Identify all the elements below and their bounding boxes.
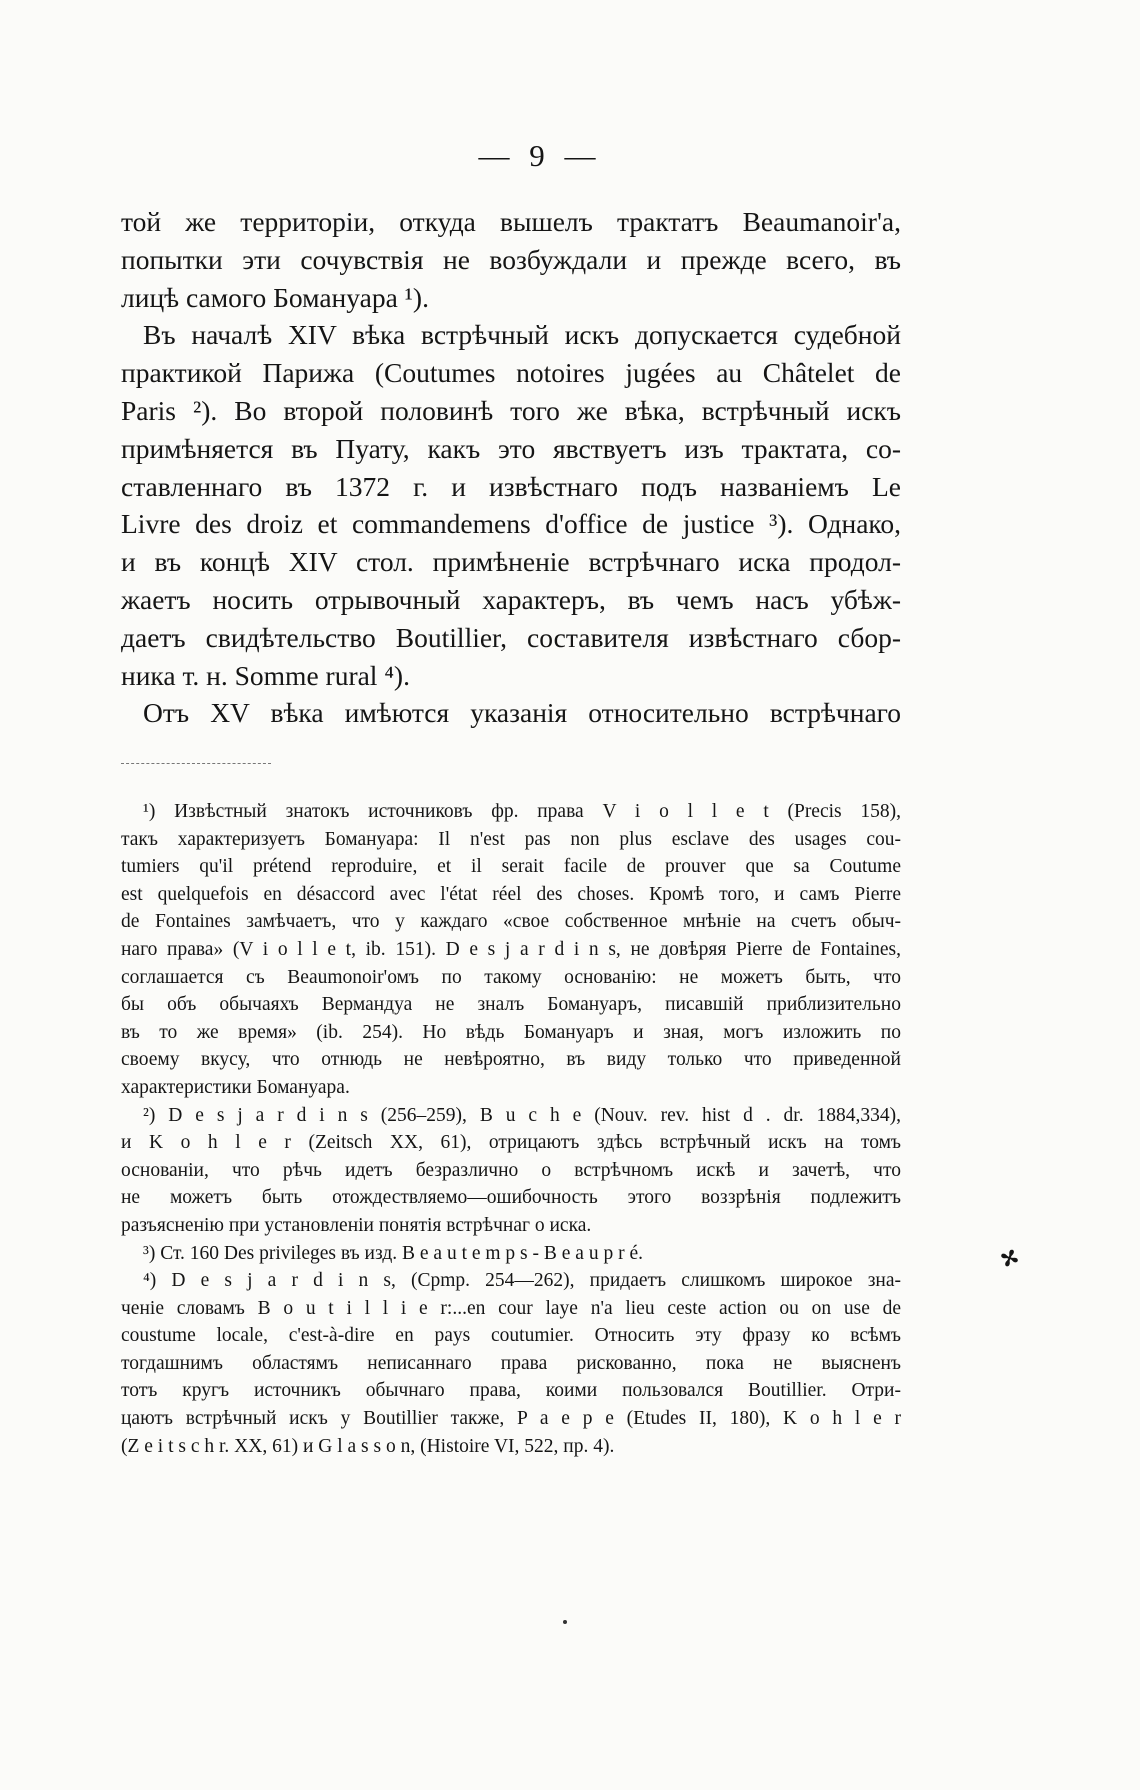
footnote-line: разъясненію при установленіи понятія встрѣчнаг о иска. [121,1214,592,1236]
body-line: Въ началѣ XIV вѣка встрѣчный искъ допускается судебной [143,319,901,351]
footnote-line: ³) Ст. 160 Des privileges въ изд. B e a u t e m p s - B e a u p r é. [143,1242,643,1264]
footnote-line: (Z e i t s c h r. XX, 61) и G l a s s o n, (Histoire VI, 522, пр. 4). [121,1435,615,1457]
body-line: Paris ²). Во второй половинѣ того же вѣка, встрѣчный искъ [121,394,901,426]
footnote-line: тогдашнимъ областямъ неписаннаго права рискованно, пока не выясненъ [121,1352,901,1374]
footnote-line: и K o h l e r (Zeitsch XX, 61), отрицаютъ здѣсь встрѣчный искъ на томъ [121,1132,901,1154]
footnote-line: цаютъ встрѣчный искъ у Boutillier также, P a e p e (Etudes II, 180), K o h l e r [121,1408,901,1430]
footnote-line: ²) D e s j a r d i n s (256–259), B u c h e (Nouv. rev. hist d . dr. 1884,334), [143,1104,901,1126]
footnote-line: тотъ кругъ источникъ обычнаго права, коими пользовался Boutillier. Отри- [121,1380,901,1402]
page-number: — 9 — [478,138,602,173]
footnote-line: бы объ обычаяхъ Вермандуа не зналъ Бомануаръ, писавшій приблизительно [121,994,901,1016]
footnote-line: ¹) Извѣстный знатокъ источниковъ фр. права V i o l l e t (Precis 158), [143,801,901,822]
body-line: практикой Парижа (Coutumes notoires jugées au Châtelet de [121,357,901,389]
footnote-line: не можетъ быть отождествляемо—ошибочность этого воззрѣнія подлежитъ [121,1187,901,1209]
footnote-line: ⁴) D e s j a r d i n s, (Cpmp. 254—262), придаетъ слишкомъ широкое зна- [143,1270,901,1292]
main-text [121,203,901,732]
footnote-line: coustume locale, c'est-à-dire en pays coutumier. Относить эту фразу ко всѣмъ [121,1325,901,1347]
footnote-line: est quelquefois en désaccord avec l'état réel des choses. Кромѣ того, и самъ Pierre [121,883,901,905]
body-line: лицѣ самого Бомануара ¹). [121,281,429,313]
body-line: примѣняется въ Пуату, какъ это явствуетъ изъ трактата, со- [121,432,901,464]
footnote-line: наго права» (V i o l l e t, ib. 151). D e s j a r d i n s, не довѣряя Pierre de Fontaines, [121,938,901,960]
body-line: и въ концѣ XIV стол. примѣненіе встрѣчнаго иска продол- [121,546,901,578]
ink-dot-icon [563,1620,567,1624]
footnote-line: ченіе словамъ B o u t i l l i e r:...en cour laye n'a lieu ceste action ou on use de [121,1297,901,1319]
footnotes [121,798,901,1460]
footnote-line: de Fontaines замѣчаетъ, что у каждаго «свое собственное мнѣніе на счетъ обыч- [121,911,901,933]
body-line: ника т. н. Somme rural ⁴). [121,659,410,691]
footnote-line: своему вкусу, что отнюдь не невѣроятно, въ виду только что приведенной [121,1049,901,1071]
body-line: Отъ XV вѣка имѣются указанія относительно встрѣчнаго [143,697,901,729]
body-line: той же территоріи, откуда вышелъ трактатъ Beaumanoir'a, [121,206,901,237]
body-line: жаетъ носить отрывочный характеръ, въ чемъ насъ убѣж- [121,583,901,615]
footnote-line: соглашается съ Beaumonoir'омъ по такому основанію: не можетъ быть, что [121,966,901,988]
footnote-line: tumiers qu'il prétend reproduire, et il serait facile de prouver que sa Coutume [121,856,901,878]
footnote-line: характеристики Бомануара. [121,1076,350,1098]
body-line: попытки эти сочувствія не возбуждали и прежде всего, въ [121,243,901,275]
footnote-line: въ то же время» (ib. 254). Но вѣдь Бомануаръ и зная, могъ изложить по [121,1021,901,1043]
footnote-line: основаніи, что рѣчь идетъ безразлично о встрѣчномъ искѣ и зачетѣ, что [121,1159,901,1181]
footnote-divider [121,763,271,764]
body-line: ставленнаго въ 1372 г. и извѣстнаго подъ названіемъ Le [121,470,901,502]
footnote-line: такъ характеризуетъ Бомануара: Il n'est pas non plus esclave des usages cou- [121,828,901,850]
ink-mark-icon: ✢ [996,1243,1023,1274]
body-line: Livre des droiz et commandemens d'office de justice ³). Однако, [121,508,901,540]
body-line: даетъ свидѣтельство Boutillier, составителя извѣстнаго сбор- [121,621,901,653]
